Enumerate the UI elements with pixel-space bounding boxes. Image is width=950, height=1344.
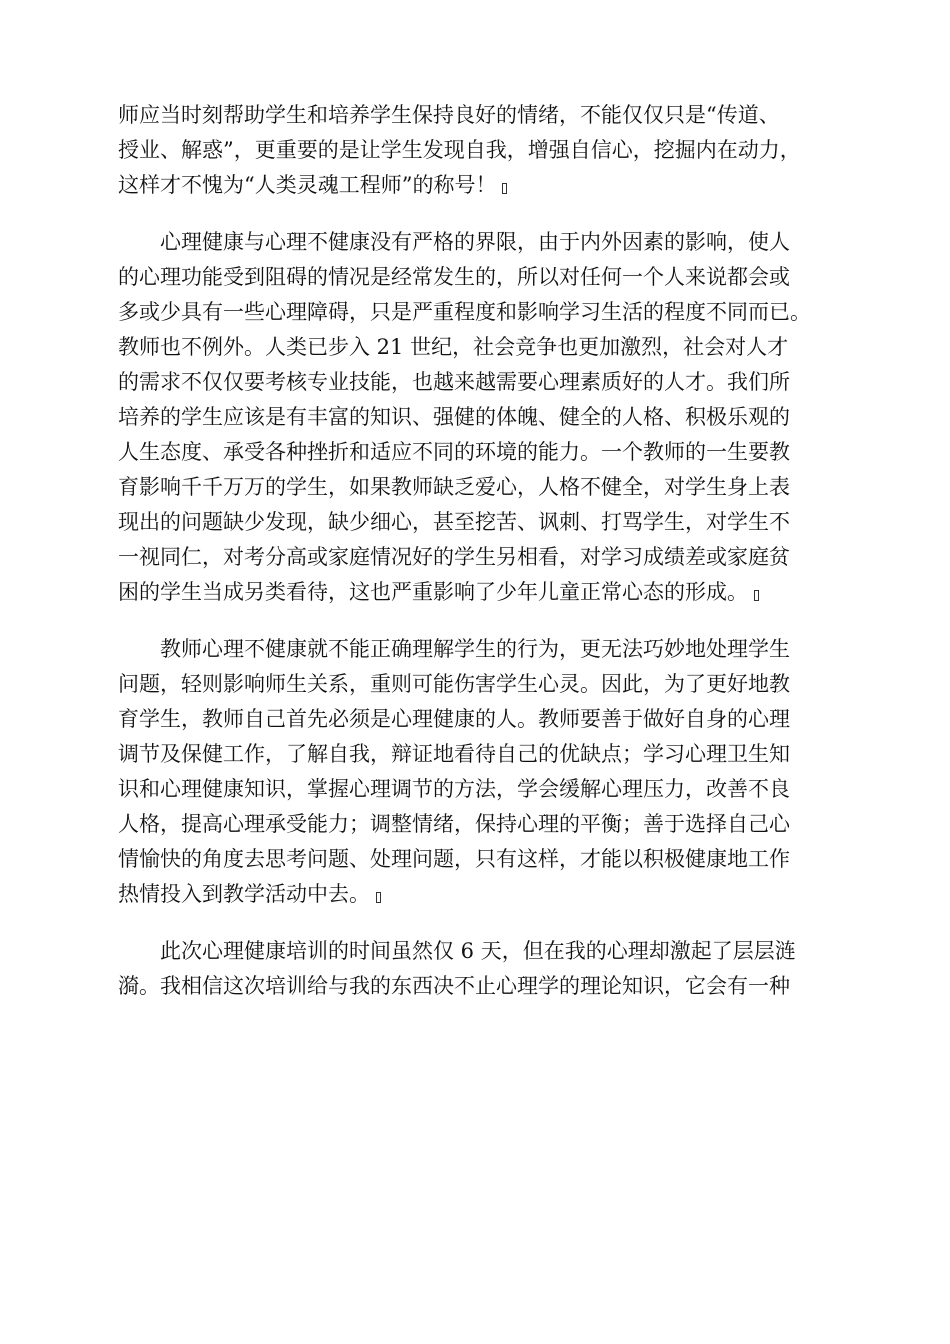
text-line: 漪。我相信这次培训给与我的东西决不止心理学的理论知识，它会有一种 <box>118 974 790 998</box>
paragraph-2 <box>118 225 838 610</box>
text-line: 教师也不例外。人类已步入 21 世纪，社会竞争也更加激烈，社会对人才 <box>118 335 789 359</box>
text-line <box>118 877 838 912</box>
text-line: 的心理功能受到阻碍的情况是经常发生的，所以对任何一个人来说都会或 <box>118 265 790 289</box>
text-line: 情愉快的角度去思考问题、处理问题，只有这样，才能以积极健康地工作 <box>118 847 790 871</box>
text-line: 培养的学生应该是有丰富的知识、强健的体魄、健全的人格、积极乐观的 <box>118 405 790 429</box>
text-line: 现出的问题缺少发现，缺少细心，甚至挖苦、讽刺、打骂学生，对学生不 <box>118 510 790 534</box>
document-page <box>118 98 838 1298</box>
text-line: 教师心理不健康就不能正确理解学生的行为，更无法巧妙地处理学生 <box>160 637 790 661</box>
text-line: 心理健康与心理不健康没有严格的界限，由于内外因素的影响，使人 <box>160 230 790 254</box>
text-line <box>118 575 838 610</box>
text-line-content: 这样才不愧为“人类灵魂工程师”的称号！ <box>118 173 497 197</box>
text-line: 人格，提高心理承受能力；调整情绪，保持心理的平衡；善于选择自己心 <box>118 812 790 836</box>
paragraph-4 <box>118 934 838 1004</box>
text-line: 师应当时刻帮助学生和培养学生保持良好的情绪，不能仅仅只是“传道、 <box>118 103 780 127</box>
text-line: 问题，轻则影响师生关系，重则可能伤害学生心灵。因此，为了更好地教 <box>118 672 790 696</box>
text-line: 育学生，教师自己首先必须是心理健康的人。教师要善于做好自身的心理 <box>118 707 790 731</box>
text-line <box>118 168 838 203</box>
text-line: 多或少具有一些心理障碍，只是严重程度和影响学习生活的程度不同而已。 <box>118 300 811 324</box>
paragraph-1 <box>118 98 838 203</box>
text-line-content: 困的学生当成另类看待，这也严重影响了少年儿童正常心态的形成。 <box>118 580 748 604</box>
text-line: 育影响千千万万的学生，如果教师缺乏爱心，人格不健全，对学生身上表 <box>118 475 790 499</box>
text-line: 一视同仁，对考分高或家庭情况好的学生另相看，对学习成绩差或家庭贫 <box>118 545 790 569</box>
text-line: 此次心理健康培训的时间虽然仅 6 天，但在我的心理却激起了层层涟 <box>160 939 796 963</box>
text-line-content: 热情投入到教学活动中去。 <box>118 882 370 906</box>
text-line: 人生态度、承受各种挫折和适应不同的环境的能力。一个教师的一生要教 <box>118 440 790 464</box>
paragraph-mark-icon <box>754 590 759 601</box>
paragraph-mark-icon <box>502 183 507 194</box>
paragraph-3 <box>118 632 838 912</box>
paragraph-mark-icon <box>376 892 381 903</box>
text-line: 的需求不仅仅要考核专业技能，也越来越需要心理素质好的人才。我们所 <box>118 370 790 394</box>
text-line: 识和心理健康知识，掌握心理调节的方法，学会缓解心理压力，改善不良 <box>118 777 790 801</box>
text-line: 调节及保健工作，了解自我，辩证地看待自己的优缺点；学习心理卫生知 <box>118 742 790 766</box>
text-line: 授业、解惑”，更重要的是让学生发现自我，增强自信心，挖掘内在动力， <box>118 138 801 162</box>
